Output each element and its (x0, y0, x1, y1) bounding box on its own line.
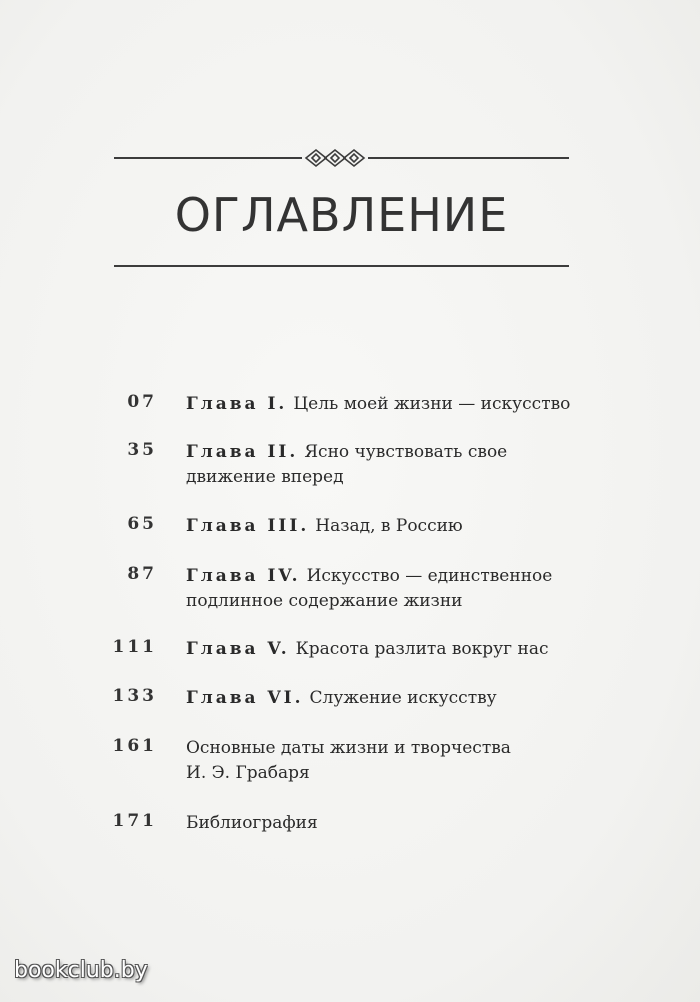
chapter-label: Глава VI. (186, 688, 304, 708)
page-number: 07 (127, 392, 157, 412)
page-number: 111 (112, 637, 157, 657)
chapter-title: Ясно чувствовать свое (304, 442, 508, 462)
chapter-title: Красота разлита вокруг нас (295, 639, 549, 659)
chapter-title-cont: подлинное содержание жизни (186, 591, 463, 611)
page-number: 171 (112, 811, 157, 831)
chapter-label: Глава IV. (186, 566, 301, 586)
chapter-title-cont: И. Э. Грабаря (186, 763, 310, 783)
chapter-label: Глава II. (186, 442, 299, 462)
chapter-label: Глава III. (186, 516, 310, 536)
watermark: bookclub.by (14, 958, 148, 983)
chapter-label: Глава I. (186, 394, 288, 414)
chapter-title: Искусство — единственное (306, 566, 553, 586)
chapter-title-cont: движение вперед (186, 467, 344, 487)
page-number: 161 (112, 736, 157, 756)
chapter-title: Библиография (186, 813, 318, 833)
chapter-title: Основные даты жизни и творчества (186, 738, 511, 758)
page-title: ОГЛАВЛЕНИЕ (174, 188, 509, 242)
page-number: 35 (127, 440, 157, 460)
page-number: 133 (112, 686, 157, 706)
chapter-label: Глава V. (186, 639, 290, 659)
page-number: 65 (127, 514, 157, 534)
page-number: 87 (127, 564, 157, 584)
chapter-title: Цель моей жизни — искусство (293, 394, 571, 414)
chapter-title: Назад, в Россию (315, 516, 463, 536)
chapter-title: Служение искусству (309, 688, 497, 708)
